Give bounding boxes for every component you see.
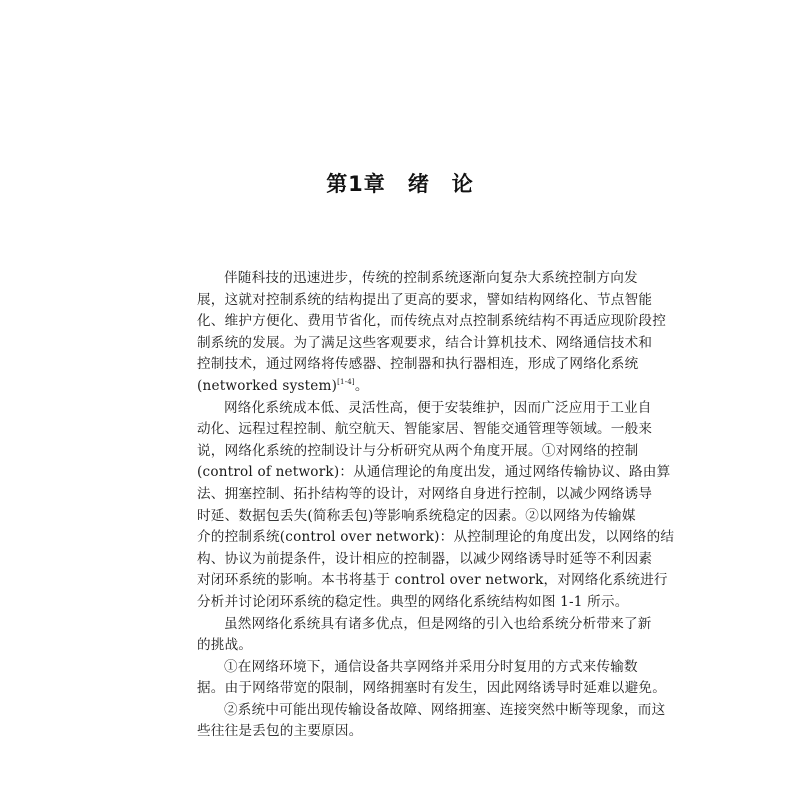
- paragraph-4: [197, 657, 666, 700]
- chapter-number: 第1章: [326, 172, 386, 196]
- text-line: 化、维护方便化、费用节省化，而传统点对点控制系统结构不再适应现阶段控: [197, 313, 666, 330]
- text-line: 对闭环系统的影响。本书将基于 control over network，对网络化系统进行: [197, 572, 668, 589]
- text-line: 伴随科技的迅速进步，传统的控制系统逐渐向复杂大系统控制方向发: [224, 270, 638, 286]
- chapter-title: [0, 168, 800, 198]
- text-line: 分析并讨论闭环系统的稳定性。典型的网络化系统结构如图 1-1 所示。: [197, 593, 629, 610]
- text-line: 说，网络化系统的控制设计与分析研究从两个角度开展。①对网络的控制: [197, 442, 639, 459]
- text-line: 控制技术，通过网络将传感器、控制器和执行器相连，形成了网络化系统: [197, 356, 639, 373]
- text-line: 据。由于网络带宽的限制，网络拥塞时有发生，因此网络诱导时延难以避免。: [197, 680, 666, 697]
- text-line-content: (networked system): [197, 377, 338, 394]
- text-line: ①在网络环境下，通信设备共享网络并采用分时复用的方式来传输数: [224, 658, 638, 675]
- body-text: [197, 268, 675, 743]
- text-line: 制系统的发展。为了满足这些客观要求，结合计算机技术、网络通信技术和: [197, 334, 653, 351]
- text-line: 网络化系统成本低、灵活性高，便于安装维护，因而广泛应用于工业自: [224, 399, 652, 416]
- paragraph-5: [197, 700, 666, 743]
- paragraph-1: [197, 268, 666, 398]
- text-line: (control of network)：从通信理论的角度出发，通过网络传输协议、路由算: [197, 464, 671, 481]
- text-line-tail: 。: [354, 377, 369, 394]
- text-line: ②系统中可能出现传输设备故障、网络拥塞、连接突然中断等现象，而这: [224, 701, 666, 718]
- text-line: 介的控制系统(control over network)：从控制理论的角度出发，以网络的结: [197, 529, 675, 546]
- text-line: 构、协议为前提条件，设计相应的控制器，以减少网络诱导时延等不利因素: [197, 550, 653, 567]
- paragraph-3: [197, 614, 652, 657]
- paragraph-2: [197, 398, 675, 614]
- text-line: 动化、远程过程控制、航空航天、智能家居、智能交通管理等领域。一般来: [197, 421, 653, 438]
- text-line: 时延、数据包丢失(简称丢包)等影响系统稳定的因素。②以网络为传输媒: [197, 507, 636, 524]
- text-line: 虽然网络化系统具有诸多优点，但是网络的引入也给系统分析带来了新: [224, 615, 652, 632]
- text-line: 的挑战。: [197, 637, 253, 654]
- citation-ref: [1-4]: [337, 377, 355, 386]
- text-line: 法、拥塞控制、拓扑结构等的设计，对网络自身进行控制，以减少网络诱导: [197, 485, 653, 502]
- chapter-heading: 绪 论: [407, 172, 474, 196]
- text-line: 展，这就对控制系统的结构提出了更高的要求，譬如结构网络化、节点智能: [197, 291, 653, 308]
- text-line-with-citation: [197, 376, 609, 398]
- text-line: 些往往是丢包的主要原因。: [197, 723, 363, 740]
